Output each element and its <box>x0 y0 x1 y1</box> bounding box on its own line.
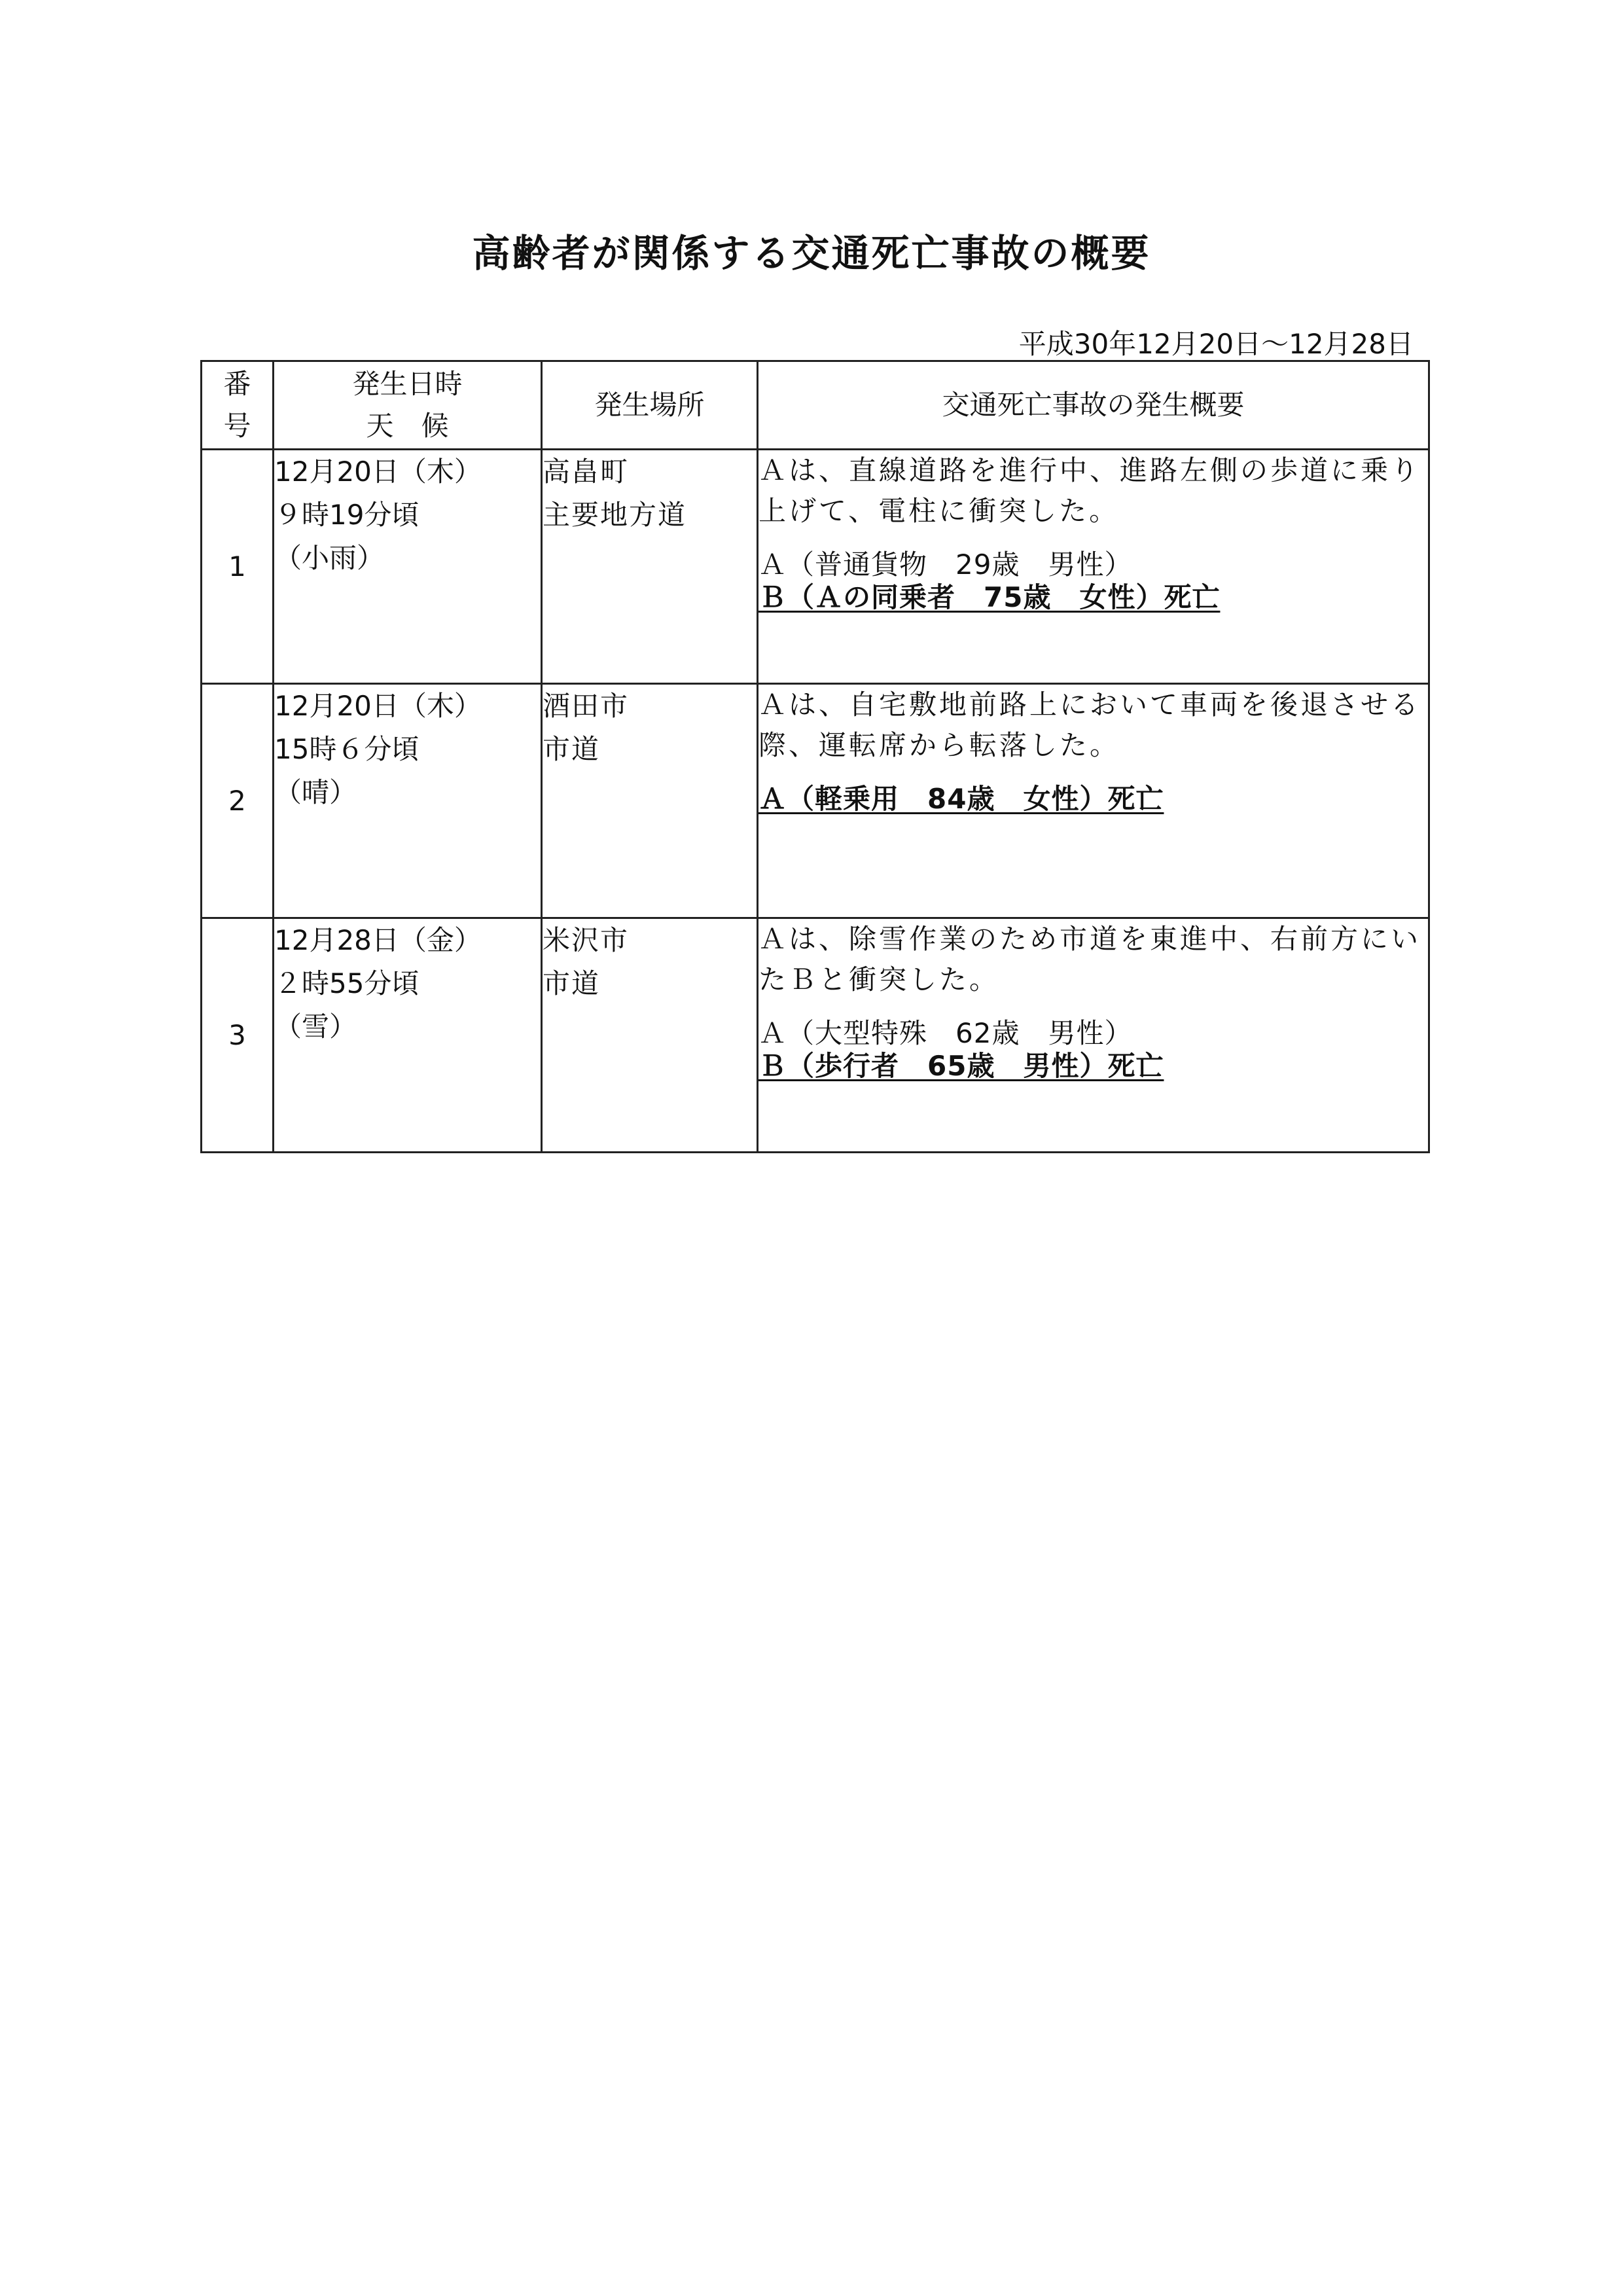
period-range: 平成30年12月20日～12月28日 <box>1018 328 1414 360</box>
header-weather-line: 天 候 <box>366 410 449 442</box>
place-city: 高畠町 <box>543 456 630 488</box>
time-text: 15時６分頃 <box>274 733 419 765</box>
place-cell <box>542 918 758 1153</box>
date-cell <box>274 684 542 918</box>
document-title: 高齢者が関係する交通死亡事故の概要 <box>472 231 1151 276</box>
weather-text: （小雨） <box>274 542 385 574</box>
header-number-line2: 号 <box>223 410 251 442</box>
header-date-line1: 発生日時 <box>352 368 463 400</box>
row-number: 3 <box>202 918 274 1153</box>
weather-text: （晴） <box>274 776 357 808</box>
header-place: 発生場所 <box>542 361 758 450</box>
table-row <box>202 684 1429 918</box>
row-number: 2 <box>202 684 274 918</box>
table-header-row <box>202 361 1429 450</box>
place-city: 酒田市 <box>543 690 630 722</box>
party-fatal: Ｂ（Ａの同乗者 75歳 女性）死亡 <box>758 581 1221 613</box>
date-cell <box>274 918 542 1153</box>
accident-description: Ａは、自宅敷地前路上において車両を後退させる際、運転席から転落した。 <box>758 689 1421 761</box>
accident-table <box>200 360 1430 1153</box>
party-a: Ａ（普通貨物 29歳 男性） <box>758 548 1133 581</box>
table-row <box>202 450 1429 684</box>
party-fatal: Ａ（軽乗用 84歳 女性）死亡 <box>758 783 1164 815</box>
header-number <box>202 361 274 450</box>
place-cell <box>542 684 758 918</box>
accident-description: Ａは、直線道路を進行中、進路左側の歩道に乗り上げて、電柱に衝突した。 <box>758 454 1421 527</box>
place-road: 主要地方道 <box>543 499 687 531</box>
date-text: 12月28日（金） <box>274 924 482 956</box>
date-text: 12月20日（木） <box>274 456 482 488</box>
time-text: ２時55分頃 <box>274 967 419 999</box>
summary-cell <box>758 684 1429 918</box>
table-row <box>202 918 1429 1153</box>
place-city: 米沢市 <box>543 924 630 956</box>
summary-cell <box>758 450 1429 684</box>
place-road: 市道 <box>543 733 601 765</box>
header-summary: 交通死亡事故の発生概要 <box>758 361 1429 450</box>
row-number: 1 <box>202 450 274 684</box>
date-cell <box>274 450 542 684</box>
party-fatal: Ｂ（歩行者 65歳 男性）死亡 <box>758 1050 1164 1082</box>
summary-cell <box>758 918 1429 1153</box>
header-number-line1: 番 <box>223 368 251 400</box>
header-date <box>274 361 542 450</box>
date-text: 12月20日（木） <box>274 690 482 722</box>
place-road: 市道 <box>543 967 601 999</box>
accident-description: Ａは、除雪作業のため市道を東進中、右前方にいたＢと衝突した。 <box>758 923 1421 996</box>
party-a: Ａ（大型特殊 62歳 男性） <box>758 1017 1133 1049</box>
time-text: ９時19分頃 <box>274 499 419 531</box>
place-cell <box>542 450 758 684</box>
weather-text: （雪） <box>274 1011 357 1043</box>
